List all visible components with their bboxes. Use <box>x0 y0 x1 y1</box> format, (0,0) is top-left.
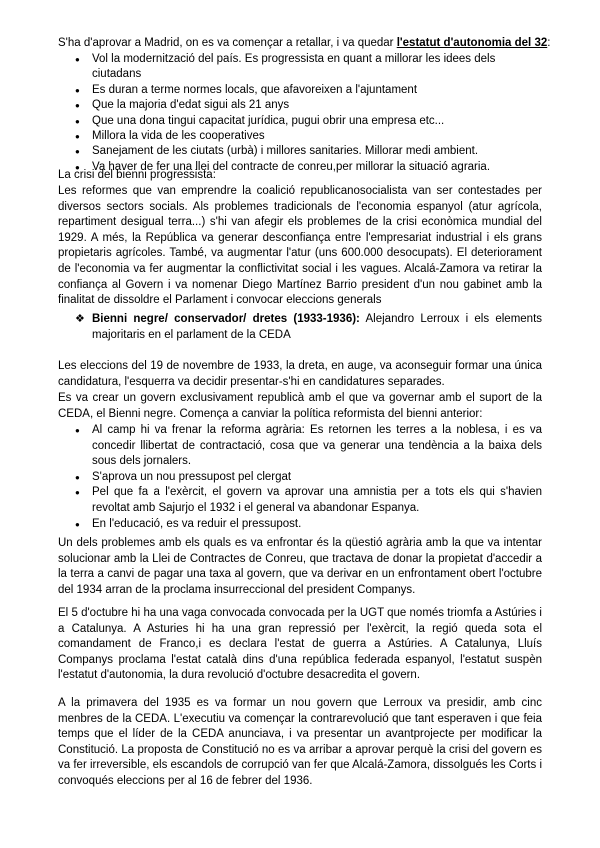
bienni-negre-title: Bienni negre/ conservador/ dretes (1933-1936): <box>92 313 360 325</box>
list-item: ● Que una dona tingui capacitat jurídica, pugui obrir una empresa etc... <box>75 114 542 129</box>
crisis-paragraph: Les reformes que van emprendre la coalició republicanosocialista van ser contestades per diversos sectors socials. Als problemes tradicionals de l'economia espanyol (atur agrícola, repartiment desigual terra...) s'hi van afegir els problemes de la crisi econòmica mundial del 1929. A més, la República va generar desconfiança entre l'empresariat industrial i els grans propietaris agrícoles. També, va augmentar l'atur (uns 600.000 desocupats). El deteriorament de l'economia va fer augmentar la conflictivitat social i les vagues. Alcalá-Zamora va retirar la confiança al Govern i va nomenar Diego Martínez Barrio president d'un nou gabinet amb la finalitat de dissoldre el Parlament i convocar eleccions generals <box>58 185 542 307</box>
list-item: ● Sanejament de les ciutats (urbà) i millores sanitaries. Millorar medi ambient. <box>75 144 542 159</box>
list-item: ● Vol la modernització del país. Es progressista en quant a millorar les idees dels ciutadans <box>75 52 542 83</box>
bienni-negre-heading <box>75 312 542 343</box>
intro-tail: : <box>547 37 551 49</box>
agraria-paragraph: Un dels problemes amb els quals es va enfrontar és la qüestió agrària amb la que va intentar solucionar amb la Llei de Contractes de Conreu, que tractava de donar la propietat d'accedir a la terra a canvi de pagar una taxa al govern, que va derivar en un enfrontament obert l'octubre del 1934 arran de la proclama insurreccional del president Companys. <box>58 537 542 596</box>
octubre-paragraph: El 5 d'octubre hi ha una vaga convocada convocada per la UGT que només triomfa a Astúries i a Catalunya. A Asturies hi ha una gran repressió per l'exèrcit, la regió queda sota el comandament de Franco,i es declara l'estat de guerra a Astúries. A Catalunya, Lluís Companys proclama l'estat català dins d'una república federada espanyol, l'estatut suspèn l'estatut d'autonomia, la dura revolució d'octubre desacredita el govern. <box>58 607 542 682</box>
list-item: ● Millora la vida de les cooperatives <box>75 129 542 144</box>
statute-points-list <box>75 52 542 175</box>
diamond-bullet-icon: ❖ <box>75 313 85 325</box>
primavera-paragraph: A la primavera del 1935 es va formar un nou govern que Lerroux va presidir, amb cinc menbres de la CEDA. L'executiu va començar la contrarevolució que tant esperaven i que feia temps que el líder de la CEDA anunciava, i va presentar un avantprojecte per modificar la Constitució. La proposta de Constitució no es va arribar a aprovar perquè la crisi del govern es va fer irreversible, els escandols de corrupció van fer que Alcalá-Zamora, dissolgués les Corts i convoqués eleccions per al 16 de febrer del 1936. <box>58 697 542 787</box>
policy-points-list <box>75 423 542 532</box>
bienni-negre-subtitle: Alejandro Lerroux i els elements majoritaris en el parlament de la CEDA <box>92 313 543 341</box>
list-item: ● Pel que fa a l'exèrcit, el govern va aprovar una amnistia per a tots els qui s'havien revoltat amb Sajurjo el 1932 i el general va abandonar Espanya. <box>75 485 542 516</box>
list-item: ● Va haver de fer una llei del contracte de conreu,per millorar la situació agraria. <box>75 160 542 175</box>
list-item: ● Al camp hi va frenar la reforma agrària: Es retornen les terres a la noblesa, i es va concedir llibertat de contractació, cosa que va generar una tendència a la baixa dels sous dels jornalers. <box>75 423 542 470</box>
list-item: ● En l'educació, es va reduir el pressupost. <box>75 517 542 533</box>
crisis-title: La crisi del bienni progressista: <box>58 169 216 181</box>
intro-line <box>58 36 551 52</box>
elections-paragraph-1: Les eleccions del 19 de novembre de 1933, la dreta, en auge, va aconseguir formar una única candidatura, l'esquerra va decidir presentar-s'hi en candidatures separades. <box>58 360 542 388</box>
list-item: ● Es duran a terme normes locals, que afavoreixen a l'ajuntament <box>75 83 542 98</box>
intro-lead: S'ha d'aprovar a Madrid, on es va començar a retallar, i va quedar <box>58 37 397 49</box>
list-item: ● Que la majoria d'edat sigui als 21 anys <box>75 98 542 113</box>
list-item: ● S'aprova un nou pressupost pel clergat <box>75 470 542 486</box>
statute-link-text: l'estatut d'autonomia del 32 <box>396 37 548 49</box>
elections-paragraph-2: Es va crear un govern exclusivament republicà amb el que va governar amb el suport de la CEDA, el Bienni negre. Comença a canviar la política reformista del bienni anterior: <box>58 392 542 420</box>
